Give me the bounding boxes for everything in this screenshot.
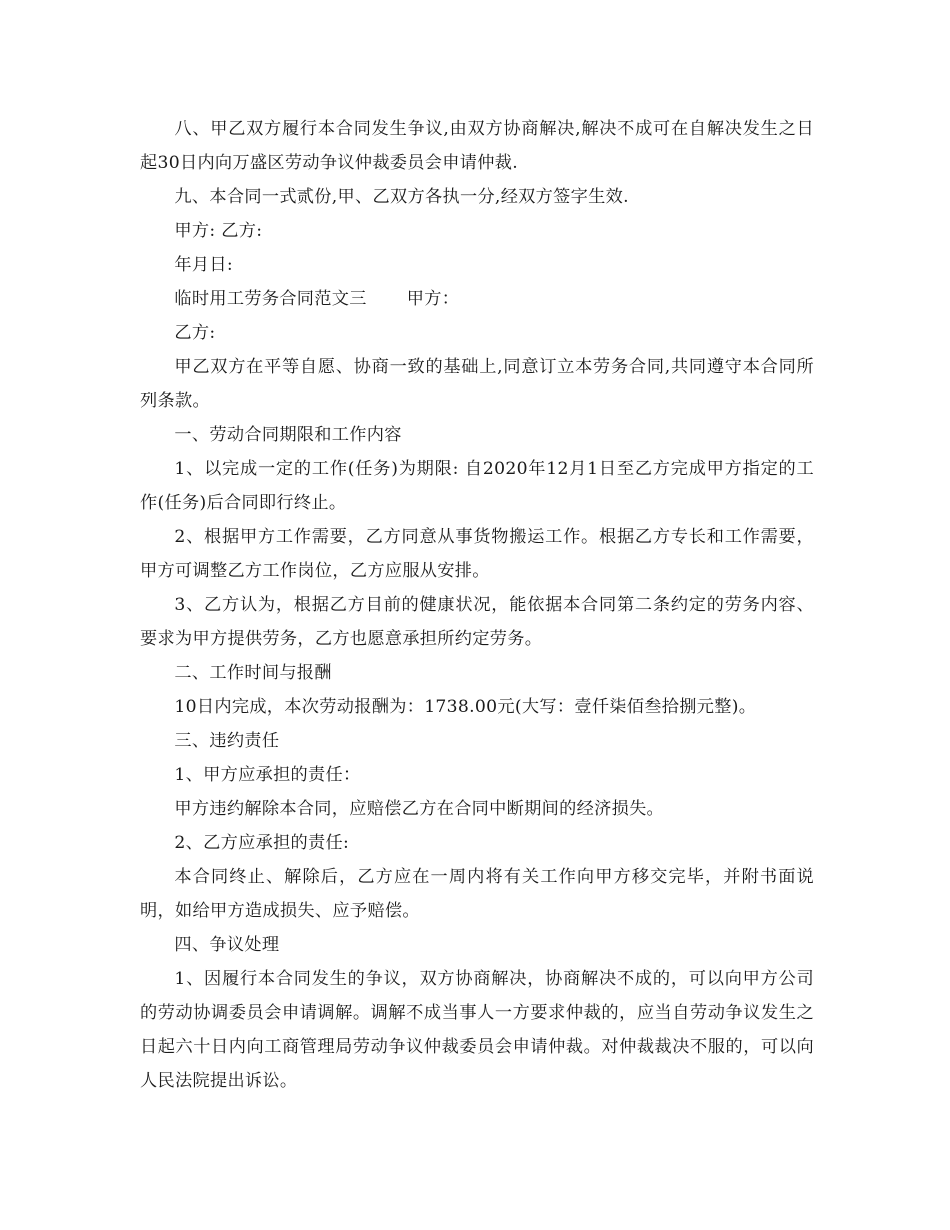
section-three-item-2-body: 本合同终止、解除后，乙方应在一周内将有关工作向甲方移交完毕，并附书面说明，如给甲方造成损失、应予赔偿。 bbox=[140, 867, 814, 921]
section-one-item-3: 3、乙方认为，根据乙方目前的健康状况，能依据本合同第二条约定的劳务内容、要求为甲方提供劳务，乙方也愿意承担所约定劳务。 bbox=[140, 595, 814, 649]
section-two-heading: 二、工作时间与报酬 bbox=[174, 663, 332, 683]
section-one-heading: 一、劳动合同期限和工作内容 bbox=[174, 425, 402, 445]
document-body bbox=[140, 112, 814, 1098]
section-one-item-2: 2、根据甲方工作需要，乙方同意从事货物搬运工作。根据乙方专长和工作需要，甲方可调整乙方工作岗位，乙方应服从安排。 bbox=[140, 527, 814, 581]
contract-title-line bbox=[140, 282, 814, 316]
contract-title: 临时用工劳务合同范文三 bbox=[174, 289, 367, 309]
section-three-heading: 三、违约责任 bbox=[174, 731, 280, 751]
section-three-item-2: 2、乙方应承担的责任: bbox=[174, 833, 350, 853]
section-two-body: 10日内完成，本次劳动报酬为：1738.00元(大写：壹仟柒佰叁拾捌元整)。 bbox=[174, 697, 757, 717]
section-four-heading: 四、争议处理 bbox=[174, 935, 280, 955]
section-three-item-1: 1、甲方应承担的责任： bbox=[174, 765, 361, 785]
preamble: 甲乙双方在平等自愿、协商一致的基础上,同意订立本劳务合同,共同遵守本合同所列条款。 bbox=[140, 357, 814, 411]
clause-nine: 九、本合同一式贰份,甲、乙双方各执一分,经双方签字生效. bbox=[174, 187, 629, 207]
section-four-item-1: 1、因履行本合同发生的争议，双方协商解决，协商解决不成的，可以向甲方公司的劳动协调委员会申请调解。调解不成当事人一方要求仲裁的，应当自劳动争议发生之日起六十日内向工商管理局劳动争议仲裁委员会申请仲裁。对仲裁裁决不服的，可以向人民法院提出诉讼。 bbox=[140, 969, 814, 1091]
party-a-label: 甲方： bbox=[406, 289, 460, 309]
party-b-label: 乙方: bbox=[174, 323, 216, 343]
signature-date: 年月日: bbox=[174, 255, 233, 275]
clause-eight: 八、甲乙双方履行本合同发生争议,由双方协商解决,解决不成可在自解决发生之日起30日内向万盛区劳动争议仲裁委员会申请仲裁. bbox=[140, 119, 814, 173]
signature-parties: 甲方: 乙方: bbox=[174, 221, 263, 241]
section-three-item-1-body: 甲方违约解除本合同，应赔偿乙方在合同中断期间的经济损失。 bbox=[174, 799, 665, 819]
section-one-item-1: 1、以完成一定的工作(任务)为期限: 自2020年12月1日至乙方完成甲方指定的工作(任务)后合同即行终止。 bbox=[140, 459, 814, 513]
